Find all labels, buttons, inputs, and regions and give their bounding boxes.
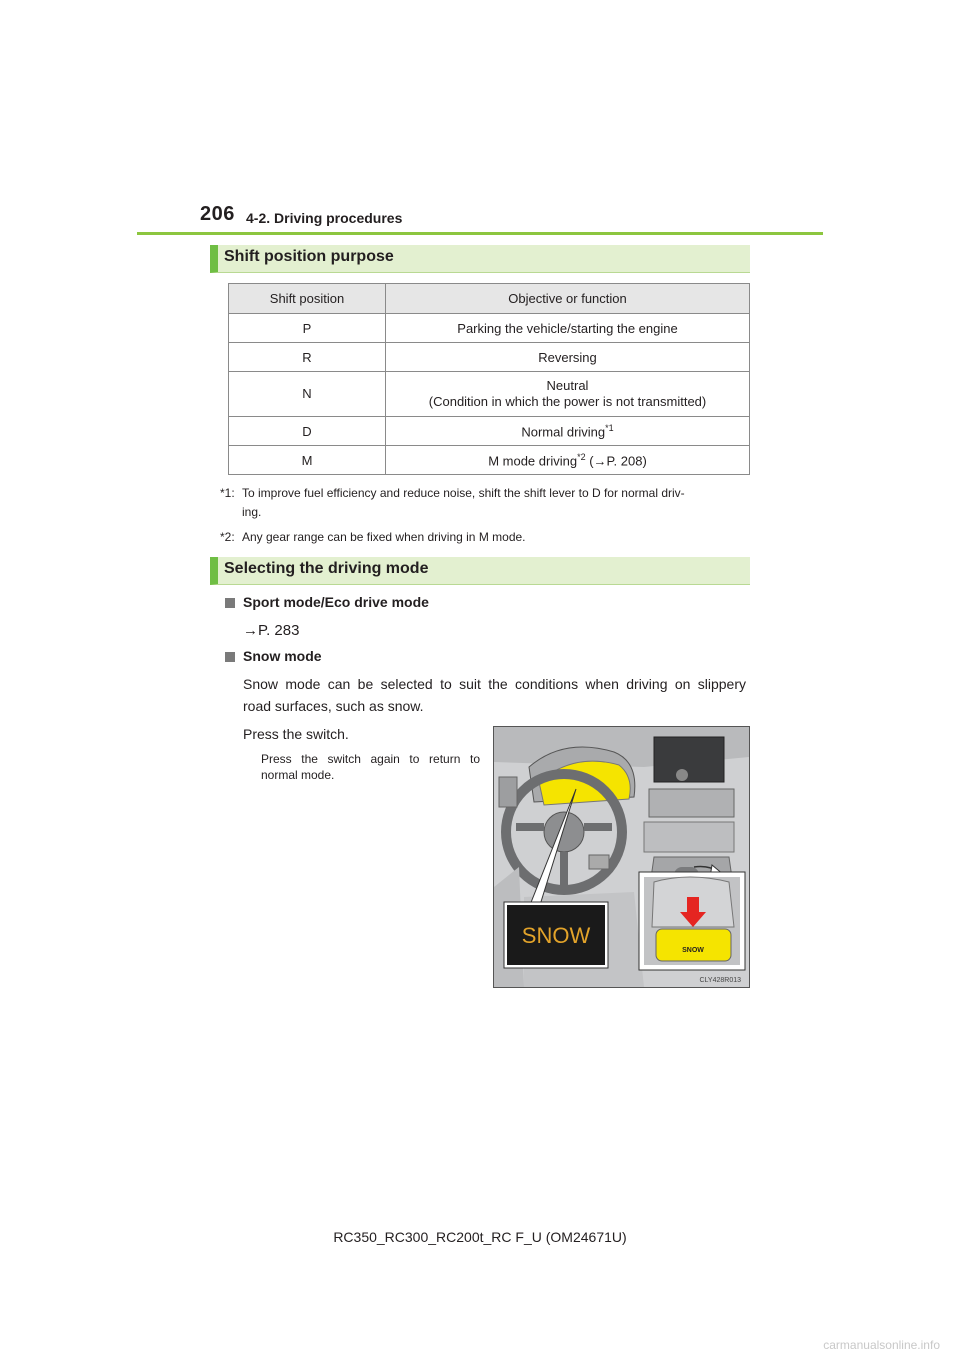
header-divider [137, 232, 823, 235]
footnote-marker: *2 [577, 451, 586, 462]
snow-switch-label: SNOW [682, 947, 704, 954]
model-footer: RC350_RC300_RC200t_RC F_U (OM24671U) [333, 1229, 627, 1245]
square-bullet-icon [225, 598, 235, 608]
table-row [229, 314, 750, 343]
footnote-text: Any gear range can be fixed when driving in M mode. [242, 530, 526, 544]
snow-desc-line-1: Snow mode can be selected to suit the conditions when driving on slippery [243, 676, 746, 692]
table-row [229, 417, 750, 446]
snow-indicator-text: SNOW [521, 923, 591, 948]
watermark: carmanualsonline.info [823, 1338, 940, 1352]
table-cell-function [386, 446, 750, 475]
snow-mode-illustration [493, 726, 750, 988]
table-cell-position: M [229, 446, 386, 475]
page-reference: (→P. 208) [585, 453, 647, 469]
section-heading-shift-position [210, 245, 750, 273]
table-cell-position: D [229, 417, 386, 446]
note-line-2: normal mode. [261, 768, 335, 782]
footnote-2 [220, 528, 526, 547]
function-line-2: (Condition in which the power is not transmitted) [428, 394, 707, 409]
table-cell-function: Parking the vehicle/starting the engine [386, 314, 750, 343]
function-line-1: Neutral [546, 378, 589, 393]
footnote-mark: *2: [220, 530, 235, 544]
table-header-function: Objective or function [386, 284, 750, 314]
chapter-title: 4-2. Driving procedures [246, 210, 403, 226]
table-header-shift-position: Shift position [229, 284, 386, 314]
snow-mode-description [243, 673, 746, 717]
snow-desc-line-2: road surfaces, such as snow. [243, 698, 424, 714]
square-bullet-icon [225, 652, 235, 662]
press-switch-instruction: Press the switch. [243, 726, 349, 742]
illustration-code: CLY428R013 [699, 977, 741, 984]
snow-mode-heading: Snow mode [243, 648, 322, 664]
table-header-row [229, 284, 750, 314]
table-row [229, 343, 750, 372]
page-number: 206 [200, 203, 235, 225]
note-line-1: Press the switch again to return to [261, 752, 480, 766]
section-heading-text: Selecting the driving mode [224, 560, 429, 577]
section-heading-driving-mode [210, 557, 750, 585]
dashboard-drawing [494, 727, 749, 987]
table-cell-function: Reversing [386, 343, 750, 372]
function-text: Normal driving [521, 424, 606, 440]
section-heading-text: Shift position purpose [224, 248, 394, 265]
footnote-text: To improve fuel efficiency and reduce noise, shift the shift lever to D for normal driv- [242, 486, 685, 500]
footnote-text-cont: ing. [242, 505, 262, 519]
table-row [229, 446, 750, 475]
table-cell-function [386, 417, 750, 446]
table-cell-position: R [229, 343, 386, 372]
shift-position-table [228, 283, 750, 475]
table-row [229, 372, 750, 417]
footnote-1 [220, 484, 685, 522]
table-cell-position: P [229, 314, 386, 343]
table-cell-function [386, 372, 750, 417]
sport-mode-page-link[interactable]: →P. 283 [243, 622, 300, 639]
return-normal-note [261, 751, 480, 783]
table-cell-position: N [229, 372, 386, 417]
footnote-mark: *1: [220, 486, 235, 500]
function-text: M mode driving [488, 453, 578, 469]
footnote-marker: *1 [605, 422, 614, 433]
sport-mode-heading: Sport mode/Eco drive mode [243, 594, 429, 610]
